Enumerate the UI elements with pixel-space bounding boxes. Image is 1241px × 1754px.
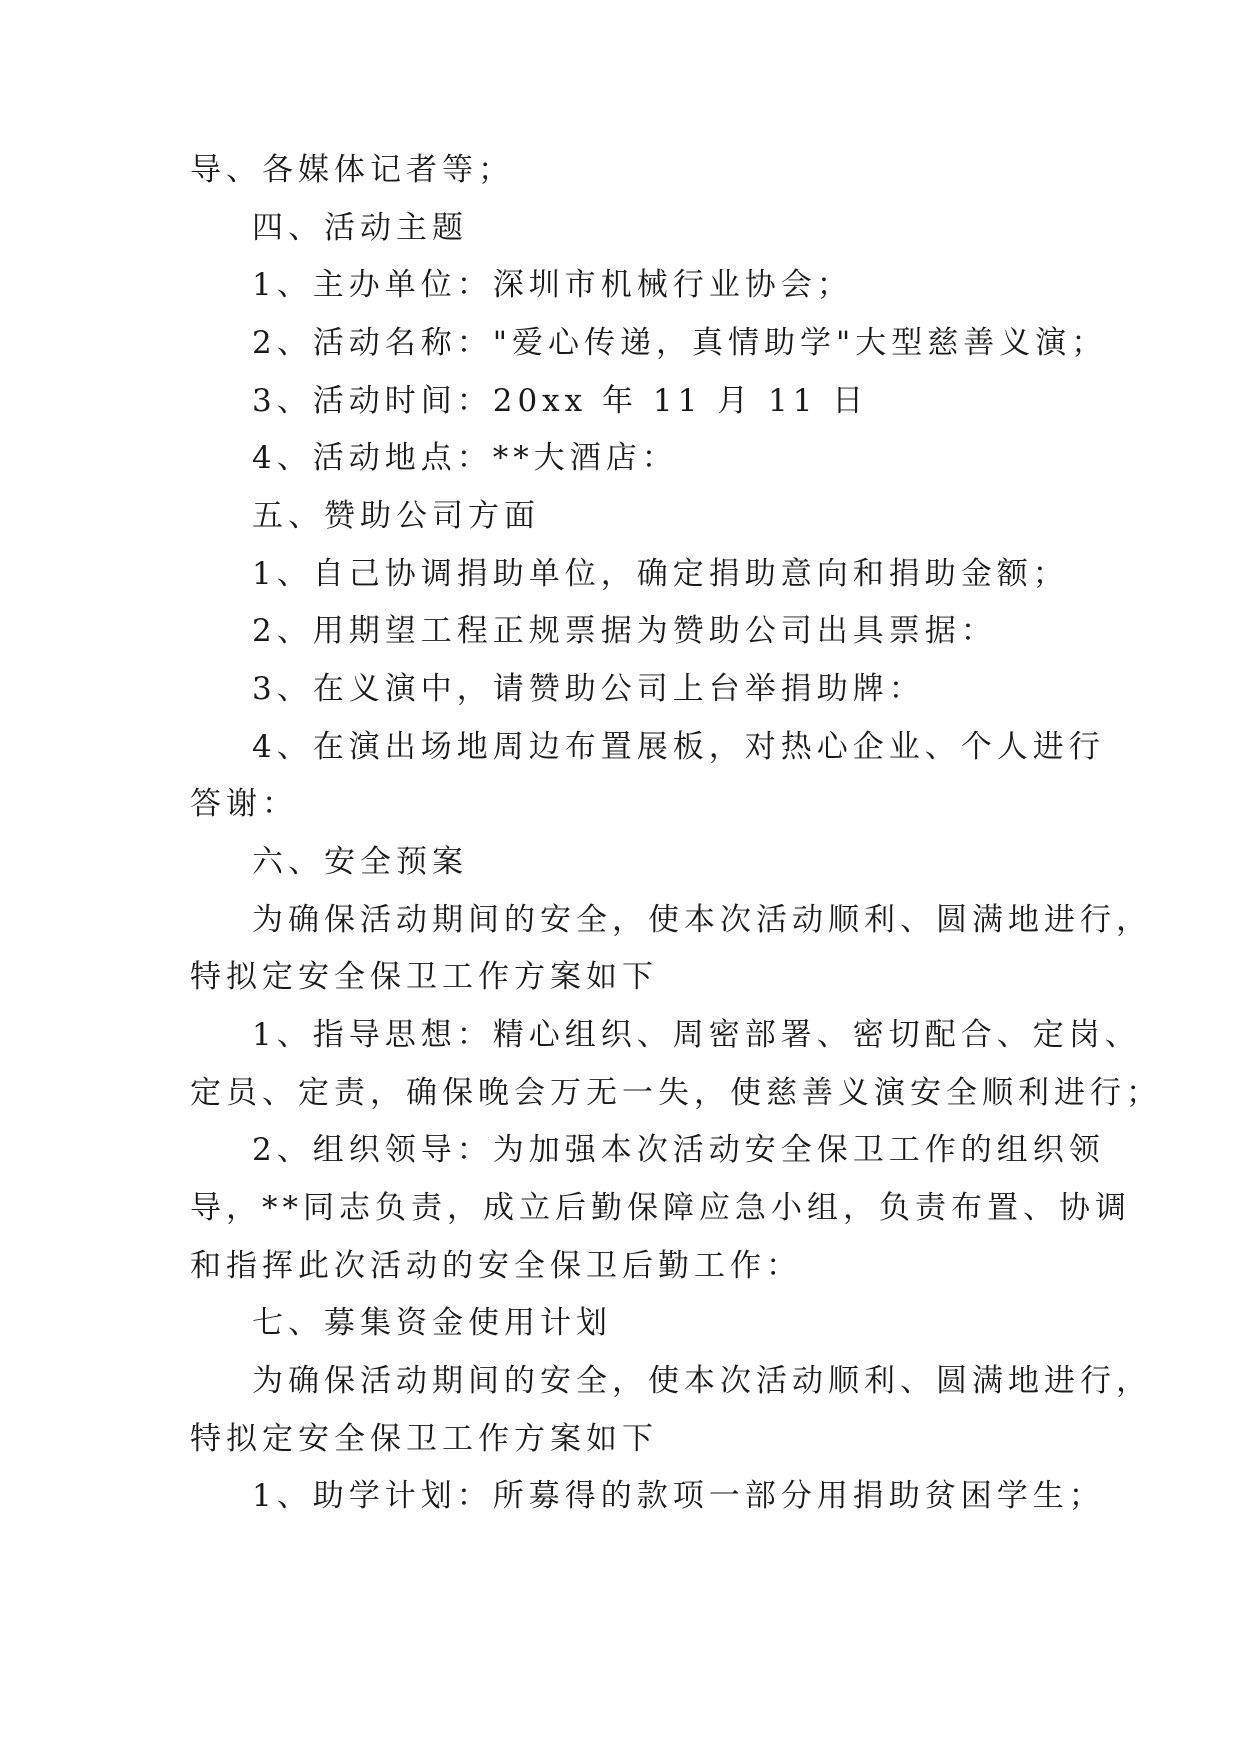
text-line: 特拟定安全保卫工作方案如下 [190, 1421, 658, 1457]
list-item: 3、活动时间：20xx 年 11 月 11 日 [252, 383, 869, 419]
list-item: 1、指导思想：精心组织、周密部署、密切配合、定岗、 [252, 1017, 1141, 1053]
list-item: 2、组织领导：为加强本次活动安全保卫工作的组织领 [252, 1132, 1105, 1168]
text-line: 答谢： [190, 786, 298, 822]
text-line: 和指挥此次活动的安全保卫后勤工作： [190, 1248, 802, 1284]
section-heading: 六、安全预案 [252, 844, 468, 880]
text-line: 导，**同志负责，成立后勤保障应急小组，负责布置、协调 [190, 1190, 1131, 1226]
paragraph-line: 为确保活动期间的安全，使本次活动顺利、圆满地进行， [252, 902, 1152, 938]
list-item: 4、在演出场地周边布置展板，对热心企业、个人进行 [252, 729, 1105, 765]
list-item: 1、助学计划：所募得的款项一部分用捐助贫困学生； [252, 1478, 1105, 1514]
list-item: 1、自己协调捐助单位，确定捐助意向和捐助金额； [252, 556, 1069, 592]
list-item: 2、用期望工程正规票据为赞助公司出具票据： [252, 613, 997, 649]
section-heading: 四、活动主题 [252, 210, 468, 246]
section-heading: 五、赞助公司方面 [252, 498, 540, 534]
text-line: 特拟定安全保卫工作方案如下 [190, 959, 658, 995]
list-item: 3、在义演中，请赞助公司上台举捐助牌： [252, 671, 925, 707]
list-item: 1、主办单位：深圳市机械行业协会； [252, 267, 853, 303]
list-item: 4、活动地点：**大酒店： [252, 440, 678, 476]
paragraph-line: 为确保活动期间的安全，使本次活动顺利、圆满地进行， [252, 1363, 1152, 1399]
text-line: 导、各媒体记者等； [190, 152, 514, 188]
text-line: 定员、定责，确保晚会万无一失，使慈善义演安全顺利进行； [190, 1075, 1162, 1111]
list-item: 2、活动名称："爱心传递，真情助学"大型慈善义演； [252, 325, 1108, 361]
section-heading: 七、募集资金使用计划 [252, 1305, 612, 1341]
